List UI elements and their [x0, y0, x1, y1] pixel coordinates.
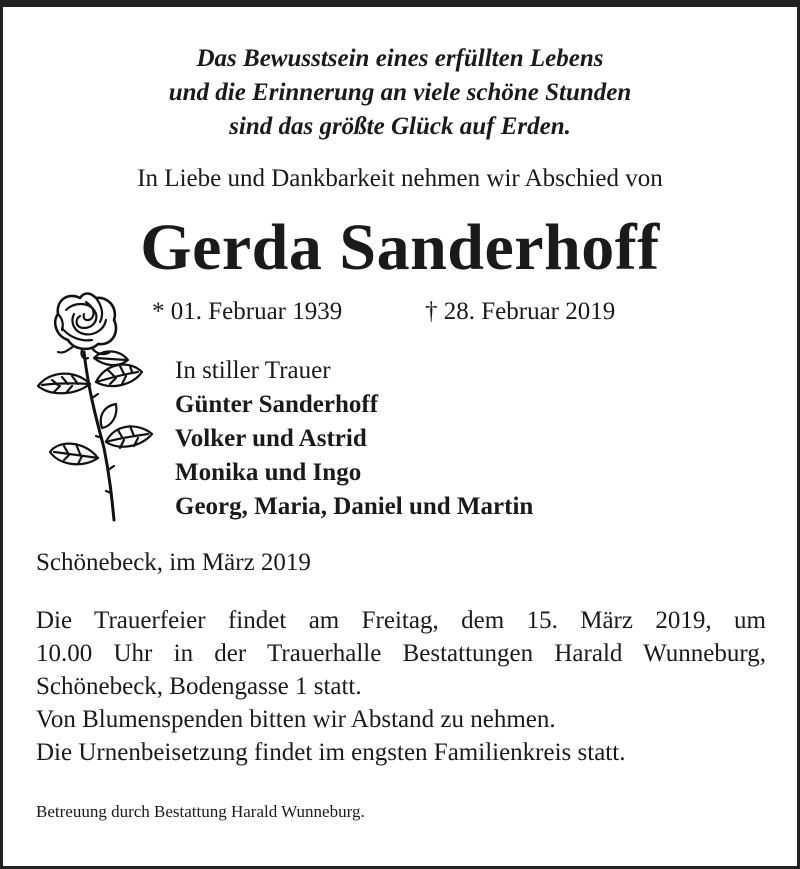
- mourner-name: Volker und Astrid: [175, 425, 367, 452]
- motto-line: Das Bewusstsein eines erfüllten Lebens: [196, 45, 604, 72]
- deceased-name: Gerda Sanderhoff: [140, 211, 660, 284]
- motto: [0, 42, 800, 144]
- details-line: Die Trauerfeier findet am Freitag, dem 15. März 2019, um: [36, 607, 766, 634]
- place-date: Schönebeck, im März 2019: [36, 549, 311, 576]
- intro-text: In Liebe und Dankbarkeit nehmen wir Abschied von: [137, 165, 663, 192]
- details-line: Schönebeck, Bodengasse 1 statt.: [36, 673, 362, 700]
- mourner-name: Günter Sanderhoff: [175, 391, 379, 418]
- details-line: Von Blumenspenden bitten wir Abstand zu nehmen.: [36, 706, 556, 733]
- motto-line: und die Erinnerung an viele schöne Stunden: [168, 79, 632, 106]
- mourner-name: Georg, Maria, Daniel und Martin: [175, 493, 534, 520]
- details-line: Die Urnenbeisetzung findet im engsten Familienkreis statt.: [36, 739, 626, 766]
- rose-icon: [34, 288, 160, 524]
- birth-date: * 01. Februar 1939: [152, 298, 343, 325]
- funeral-details: [36, 604, 766, 769]
- details-line: 10.00 Uhr in der Trauerhalle Bestattungen Harald Wunneburg,: [36, 640, 766, 667]
- mourner-name: Monika und Ingo: [175, 459, 362, 486]
- motto-line: sind das größte Glück auf Erden.: [229, 113, 571, 140]
- mourners-header: In stiller Trauer: [175, 357, 331, 384]
- mourners-block: [175, 354, 533, 524]
- death-date: † 28. Februar 2019: [425, 298, 616, 325]
- undertaker-credit: Betreuung durch Bestattung Harald Wunneburg.: [36, 802, 365, 821]
